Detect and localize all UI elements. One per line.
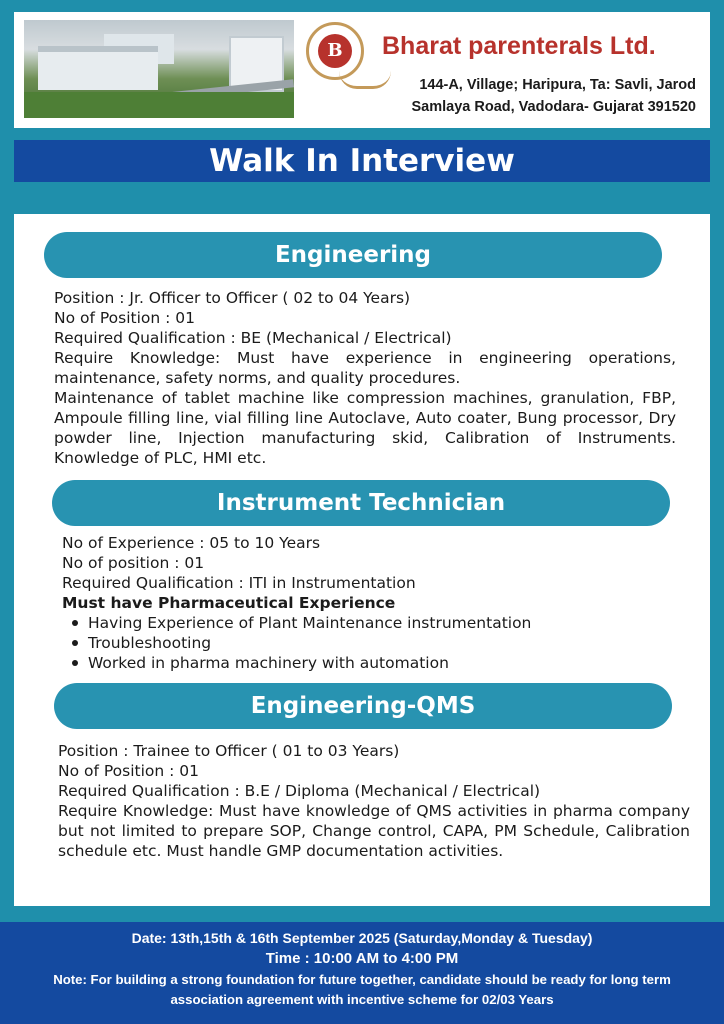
section-heading-engineering-qms: Engineering-QMS xyxy=(54,683,672,729)
detail-line: No of Position : 01 xyxy=(54,309,196,327)
factory-photo xyxy=(24,20,294,118)
job-listings xyxy=(14,214,710,906)
section-body-engineering xyxy=(54,288,676,468)
detail-line: Required Qualification : BE (Mechanical / Electrical) xyxy=(54,329,452,347)
interview-time: Time : 10:00 AM to 4:00 PM xyxy=(265,950,459,967)
detail-line: No of position : 01 xyxy=(62,554,205,572)
section-body-instrument-technician xyxy=(62,533,672,673)
company-address xyxy=(412,74,697,118)
header xyxy=(14,12,710,128)
section-body-engineering-qms xyxy=(58,741,690,861)
detail-line: No of Experience : 05 to 10 Years xyxy=(62,534,321,552)
knowledge-paragraph: Require Knowledge: Must have experience in engineering operations, maintenance, safety norms, and quality procedures. xyxy=(54,349,676,387)
footer xyxy=(0,922,724,1024)
page-title: Walk In Interview xyxy=(14,140,710,182)
address-line-2: Samlaya Road, Vadodara- Gujarat 391520 xyxy=(411,99,696,115)
detail-line: Position : Jr. Officer to Officer ( 02 to 04 Years) xyxy=(54,289,411,307)
logo-letter: B xyxy=(318,34,352,68)
detail-line: Required Qualification : ITI in Instrumentation xyxy=(62,574,416,592)
section-heading-engineering: Engineering xyxy=(44,232,662,278)
detail-line: No of Position : 01 xyxy=(58,762,200,780)
knowledge-paragraph: Require Knowledge: Must have knowledge of QMS activities in pharma company but not limited to prepare SOP, Change control, CAPA, PM Schedule, Calibration schedule etc. Must handle GMP documentation activities. xyxy=(58,802,690,860)
requirement-list xyxy=(62,613,672,673)
detail-line: Required Qualification : B.E / Diploma (Mechanical / Electrical) xyxy=(58,782,541,800)
interview-date: Date: 13th,15th & 16th September 2025 (Saturday,Monday & Tuesday) xyxy=(131,930,593,946)
requirement-highlight: Must have Pharmaceutical Experience xyxy=(62,594,396,612)
maintenance-paragraph: Maintenance of tablet machine like compression machines, granulation, FBP, Ampoule filling line, vial filling line Autoclave, Auto coater, Bung processor, Dry powder line, Injection manufacturing skid, Calibration of Instruments. Knowledge of PLC, HMI etc. xyxy=(54,389,676,467)
section-heading-instrument-technician: Instrument Technician xyxy=(52,480,670,526)
list-item: Troubleshooting xyxy=(70,633,672,653)
company-logo xyxy=(306,22,364,80)
list-item: Having Experience of Plant Maintenance instrumentation xyxy=(70,613,672,633)
list-item: Worked in pharma machinery with automation xyxy=(70,653,672,673)
footer-note: Note: For building a strong foundation for future together, candidate should be ready for long term association agreement with incentive scheme for 02/03 Years xyxy=(53,972,671,1007)
company-name: Bharat parenterals Ltd. xyxy=(382,32,656,60)
detail-line: Position : Trainee to Officer ( 01 to 03 Years) xyxy=(58,742,400,760)
address-line-1: 144-A, Village; Haripura, Ta: Savli, Jarod xyxy=(419,77,696,93)
